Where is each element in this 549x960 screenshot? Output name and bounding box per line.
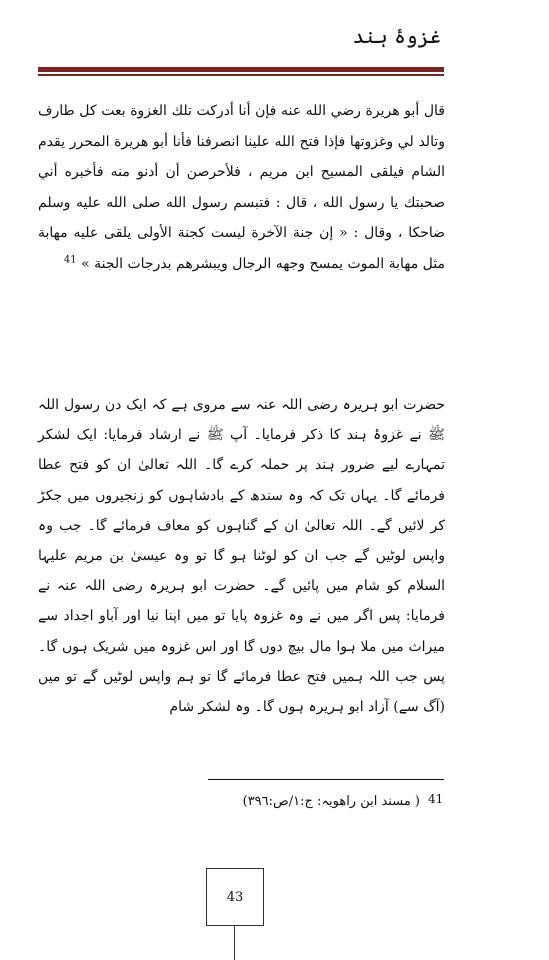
urdu-translation-paragraph xyxy=(38,390,445,722)
page-number-box xyxy=(206,868,264,926)
footnote-divider xyxy=(208,779,444,780)
arabic-paragraph xyxy=(38,96,445,279)
page-number-stem xyxy=(234,925,235,960)
urdu-translation-text: حضرت ابو ہریرہ رضی اللہ عنہ سے مروی ہے کہ ایک دن رسول اللہ ﷺ نے غزوۂ ہند کا ذکر فرمایا۔ آپ ﷺ نے ارشاد فرمایا: ایک لشکر تمہارے لیے ضرور ہند پر حملہ کرے گا۔ اللہ تعالیٰ ان کو فتح عطا فرمائے گا۔ یہاں تک کہ وہ سندھ کے بادشاہوں کو زنجیروں میں جکڑ کر لائیں گے۔ اللہ تعالیٰ ان کے گناہوں کو معاف فرمائے گا۔ جب وہ واپس لوٹیں گے جب ان کو لوٹنا ہو گا تو وہ عیسیٰ بن مریم علیہا السلام کو شام میں پائیں گے۔ حضرت ابو ہریرہ رضی اللہ عنہ نے فرمایا: پس اگر میں نے وہ غزوہ پایا تو میں اپنا نیا اور آباو اجداد سے میراث میں ملا ہوا مال بیچ دوں گا اور اس غزوہ میں شریک ہوں گا۔ پس جب اللہ ہمیں فتح عطا فرمائے گا تو ہم واپس لوٹیں گے تو میں (آگ سے) آزاد ابو ہریرہ ہوں گا۔ وہ لشکر شام xyxy=(38,397,445,716)
header-rule-thick xyxy=(38,67,444,72)
footnote-number: 41 xyxy=(428,792,444,806)
arabic-hadith-text: قال أبو هريرة رضي الله عنه فإن أنا أدركت تلك الغزوة بعت كل طارف وتالد لي وغزوتها فإذا فتح الله علينا انصرفنا فأنا أبو هريرة المحرر يقدم الشام فيلقى المسيح ابن مريم ، فلأحرصن أن أدنو منه فأخبره أني صحبتك يا رسول الله ، قال : فتبسم رسول الله صلى الله عليه وسلم ضاحكا ، وقال : « إن جنة الآخرة ليست كجنة الأولى يلقى عليه مهابة مثل مهابة الموت يمسح وجهه الرجال ويبشرهم بدرجات الجنة » xyxy=(38,103,445,272)
footnote-reference: 41 xyxy=(63,253,77,265)
page-number: 43 xyxy=(226,889,244,905)
page-header-title: غزوۂ ہند xyxy=(352,24,441,48)
header-rule-thin xyxy=(38,74,444,76)
footnote-citation: ( مسند ابن راھویہ: ج:١/ص:٣٩٦) xyxy=(242,794,420,809)
